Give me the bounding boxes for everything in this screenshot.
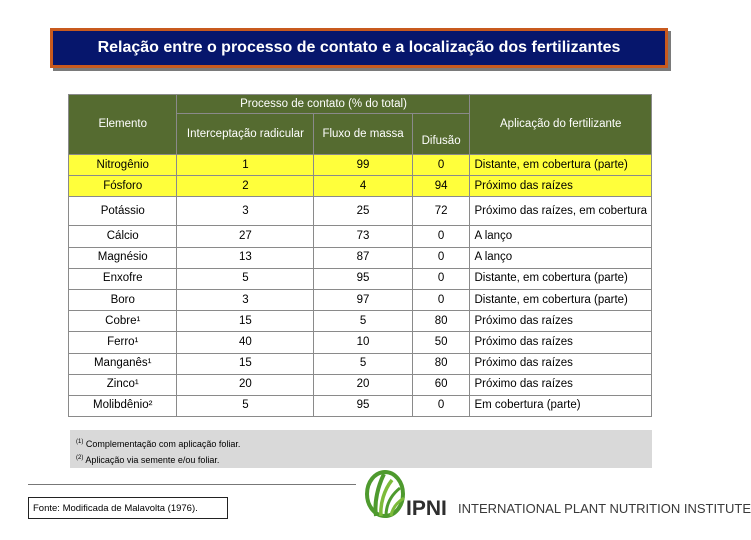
footnotes [70,430,652,468]
cell-interception: 5 [177,268,314,289]
cell-element: Zinco¹ [69,374,177,395]
footnote-1-text: Complementação com aplicação foliar. [85,439,241,449]
cell-diffusion: 80 [412,311,470,332]
plant-sprout-icon [367,472,404,516]
cell-interception: 1 [177,155,314,176]
cell-application: A lanço [470,247,652,268]
cell-interception: 5 [177,395,314,416]
cell-diffusion: 80 [412,353,470,374]
slide-title [50,28,668,68]
cell-interception: 3 [177,289,314,310]
cell-mass-flow: 97 [314,289,412,310]
cell-element: Cobre¹ [69,311,177,332]
cell-element: Molibdênio² [69,395,177,416]
cell-mass-flow: 99 [314,155,412,176]
table-row [69,226,652,247]
table-row [69,155,652,176]
cell-interception: 13 [177,247,314,268]
cell-application: Distante, em cobertura (parte) [470,268,652,289]
cell-element: Magnésio [69,247,177,268]
table-row [69,289,652,310]
cell-application: Em cobertura (parte) [470,395,652,416]
table-row [69,247,652,268]
table-row [69,395,652,416]
header-interception: Interceptação radicular [177,114,314,155]
cell-element: Manganês¹ [69,353,177,374]
cell-application: Próximo das raízes [470,311,652,332]
cell-application: A lanço [470,226,652,247]
cell-element: Cálcio [69,226,177,247]
header-diffusion: Difusão [412,114,470,155]
cell-interception: 27 [177,226,314,247]
cell-interception: 40 [177,332,314,353]
cell-element: Ferro¹ [69,332,177,353]
header-element: Elemento [69,95,177,155]
cell-diffusion: 60 [412,374,470,395]
source-text: Fonte: Modificada de Malavolta (1976). [33,502,198,514]
cell-diffusion: 0 [412,268,470,289]
cell-element: Nitrogênio [69,155,177,176]
cell-diffusion: 72 [412,197,470,226]
cell-diffusion: 0 [412,289,470,310]
cell-interception: 2 [177,176,314,197]
table-row [69,332,652,353]
cell-application: Próximo das raízes [470,353,652,374]
footnote-2-mark: (2) [76,455,84,461]
cell-element: Potássio [69,197,177,226]
footnote-1-mark: (1) [76,439,84,445]
divider-line [28,484,356,485]
cell-application: Próximo das raízes [470,374,652,395]
table-row [69,268,652,289]
cell-interception: 20 [177,374,314,395]
cell-diffusion: 0 [412,155,470,176]
cell-application: Próximo das raízes, em cobertura [470,197,652,226]
cell-interception: 15 [177,353,314,374]
cell-diffusion: 94 [412,176,470,197]
header-contact-process: Processo de contato (% do total) [177,95,470,114]
cell-mass-flow: 25 [314,197,412,226]
cell-mass-flow: 73 [314,226,412,247]
cell-application: Distante, em cobertura (parte) [470,289,652,310]
logo-name: INTERNATIONAL PLANT NUTRITION INSTITUTE [458,501,751,516]
cell-interception: 15 [177,311,314,332]
table-row [69,374,652,395]
footnote-2 [70,451,652,467]
cell-application: Próximo das raízes [470,332,652,353]
cell-mass-flow: 10 [314,332,412,353]
cell-mass-flow: 5 [314,353,412,374]
cell-element: Fósforo [69,176,177,197]
cell-mass-flow: 5 [314,311,412,332]
logo-acronym: IPNI [406,497,447,520]
cell-application: Distante, em cobertura (parte) [470,155,652,176]
header-mass-flow: Fluxo de massa [314,114,412,155]
header-application: Aplicação do fertilizante [470,95,652,155]
cell-element: Boro [69,289,177,310]
cell-diffusion: 0 [412,226,470,247]
footnote-1 [70,435,652,451]
table-row [69,311,652,332]
cell-mass-flow: 20 [314,374,412,395]
slide-title-text: Relação entre o processo de contato e a localização dos fertilizantes [97,39,621,56]
table-body [69,155,652,417]
cell-mass-flow: 95 [314,268,412,289]
table-row [69,197,652,226]
cell-interception: 3 [177,197,314,226]
cell-diffusion: 0 [412,247,470,268]
cell-mass-flow: 4 [314,176,412,197]
table-row [69,176,652,197]
footnote-2-text: Aplicação via semente e/ou foliar. [85,455,220,465]
cell-diffusion: 0 [412,395,470,416]
table-row [69,353,652,374]
cell-application: Próximo das raízes [470,176,652,197]
source-citation [28,497,228,519]
cell-element: Enxofre [69,268,177,289]
nutrient-contact-table [68,94,652,417]
cell-diffusion: 50 [412,332,470,353]
cell-mass-flow: 95 [314,395,412,416]
cell-mass-flow: 87 [314,247,412,268]
